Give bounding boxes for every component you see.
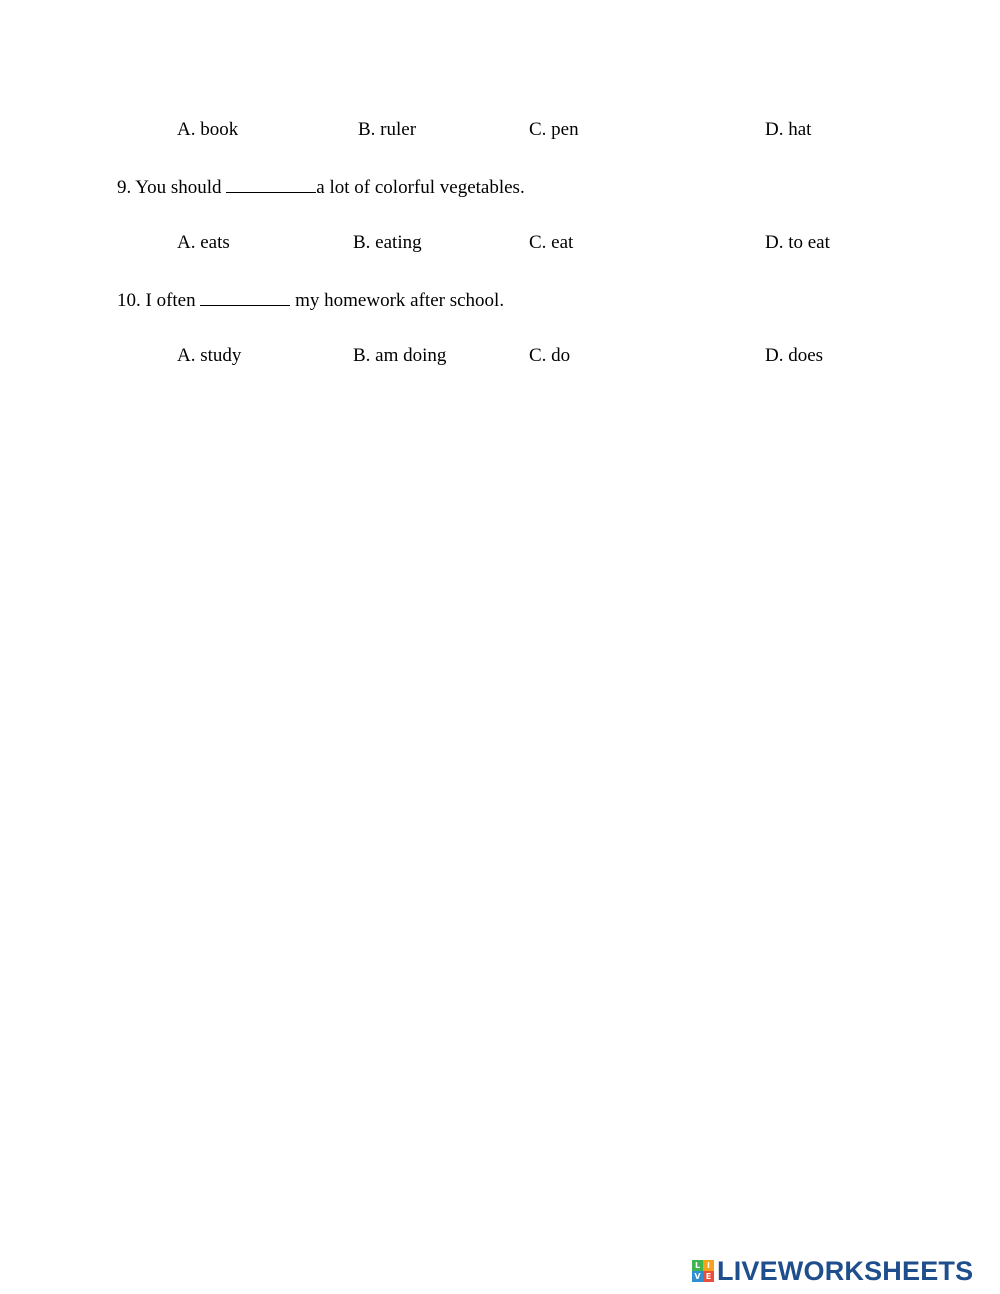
liveworksheets-logo-icon	[692, 1260, 714, 1282]
q8-option-a[interactable]: A. book	[177, 119, 239, 140]
q10-option-a[interactable]: A. study	[177, 345, 242, 366]
logo-mark-l: L	[692, 1260, 703, 1271]
q10-text-before: 10. I often	[117, 290, 201, 311]
q9-option-c[interactable]: C. eat	[529, 232, 574, 253]
question-10	[117, 288, 504, 312]
q10-option-c[interactable]: C. do	[529, 345, 571, 366]
q8-option-d[interactable]: D. hat	[765, 119, 812, 140]
q9-option-a[interactable]: A. eats	[177, 232, 230, 253]
q10-option-b[interactable]: B. am doing	[353, 345, 447, 366]
q9-option-b[interactable]: B. eating	[353, 232, 422, 253]
q10-answer-blank[interactable]	[200, 288, 290, 306]
q10-option-d[interactable]: D. does	[765, 345, 824, 366]
liveworksheets-logo	[692, 1256, 973, 1286]
q9-option-d[interactable]: D. to eat	[765, 232, 830, 253]
q10-text-after: my homework after school.	[290, 290, 505, 311]
q9-answer-blank[interactable]	[226, 175, 316, 193]
liveworksheets-logo-text: LIVEWORKSHEETS	[717, 1256, 974, 1286]
question-9	[117, 175, 525, 199]
logo-mark-i: I	[703, 1260, 714, 1271]
q9-text-before: 9. You should	[117, 177, 227, 198]
q9-text-after: a lot of colorful vegetables.	[316, 177, 525, 198]
q8-option-b[interactable]: B. ruler	[358, 119, 417, 140]
q8-option-c[interactable]: C. pen	[529, 119, 579, 140]
logo-mark-v: V	[692, 1271, 703, 1282]
logo-mark-e: E	[703, 1271, 714, 1282]
